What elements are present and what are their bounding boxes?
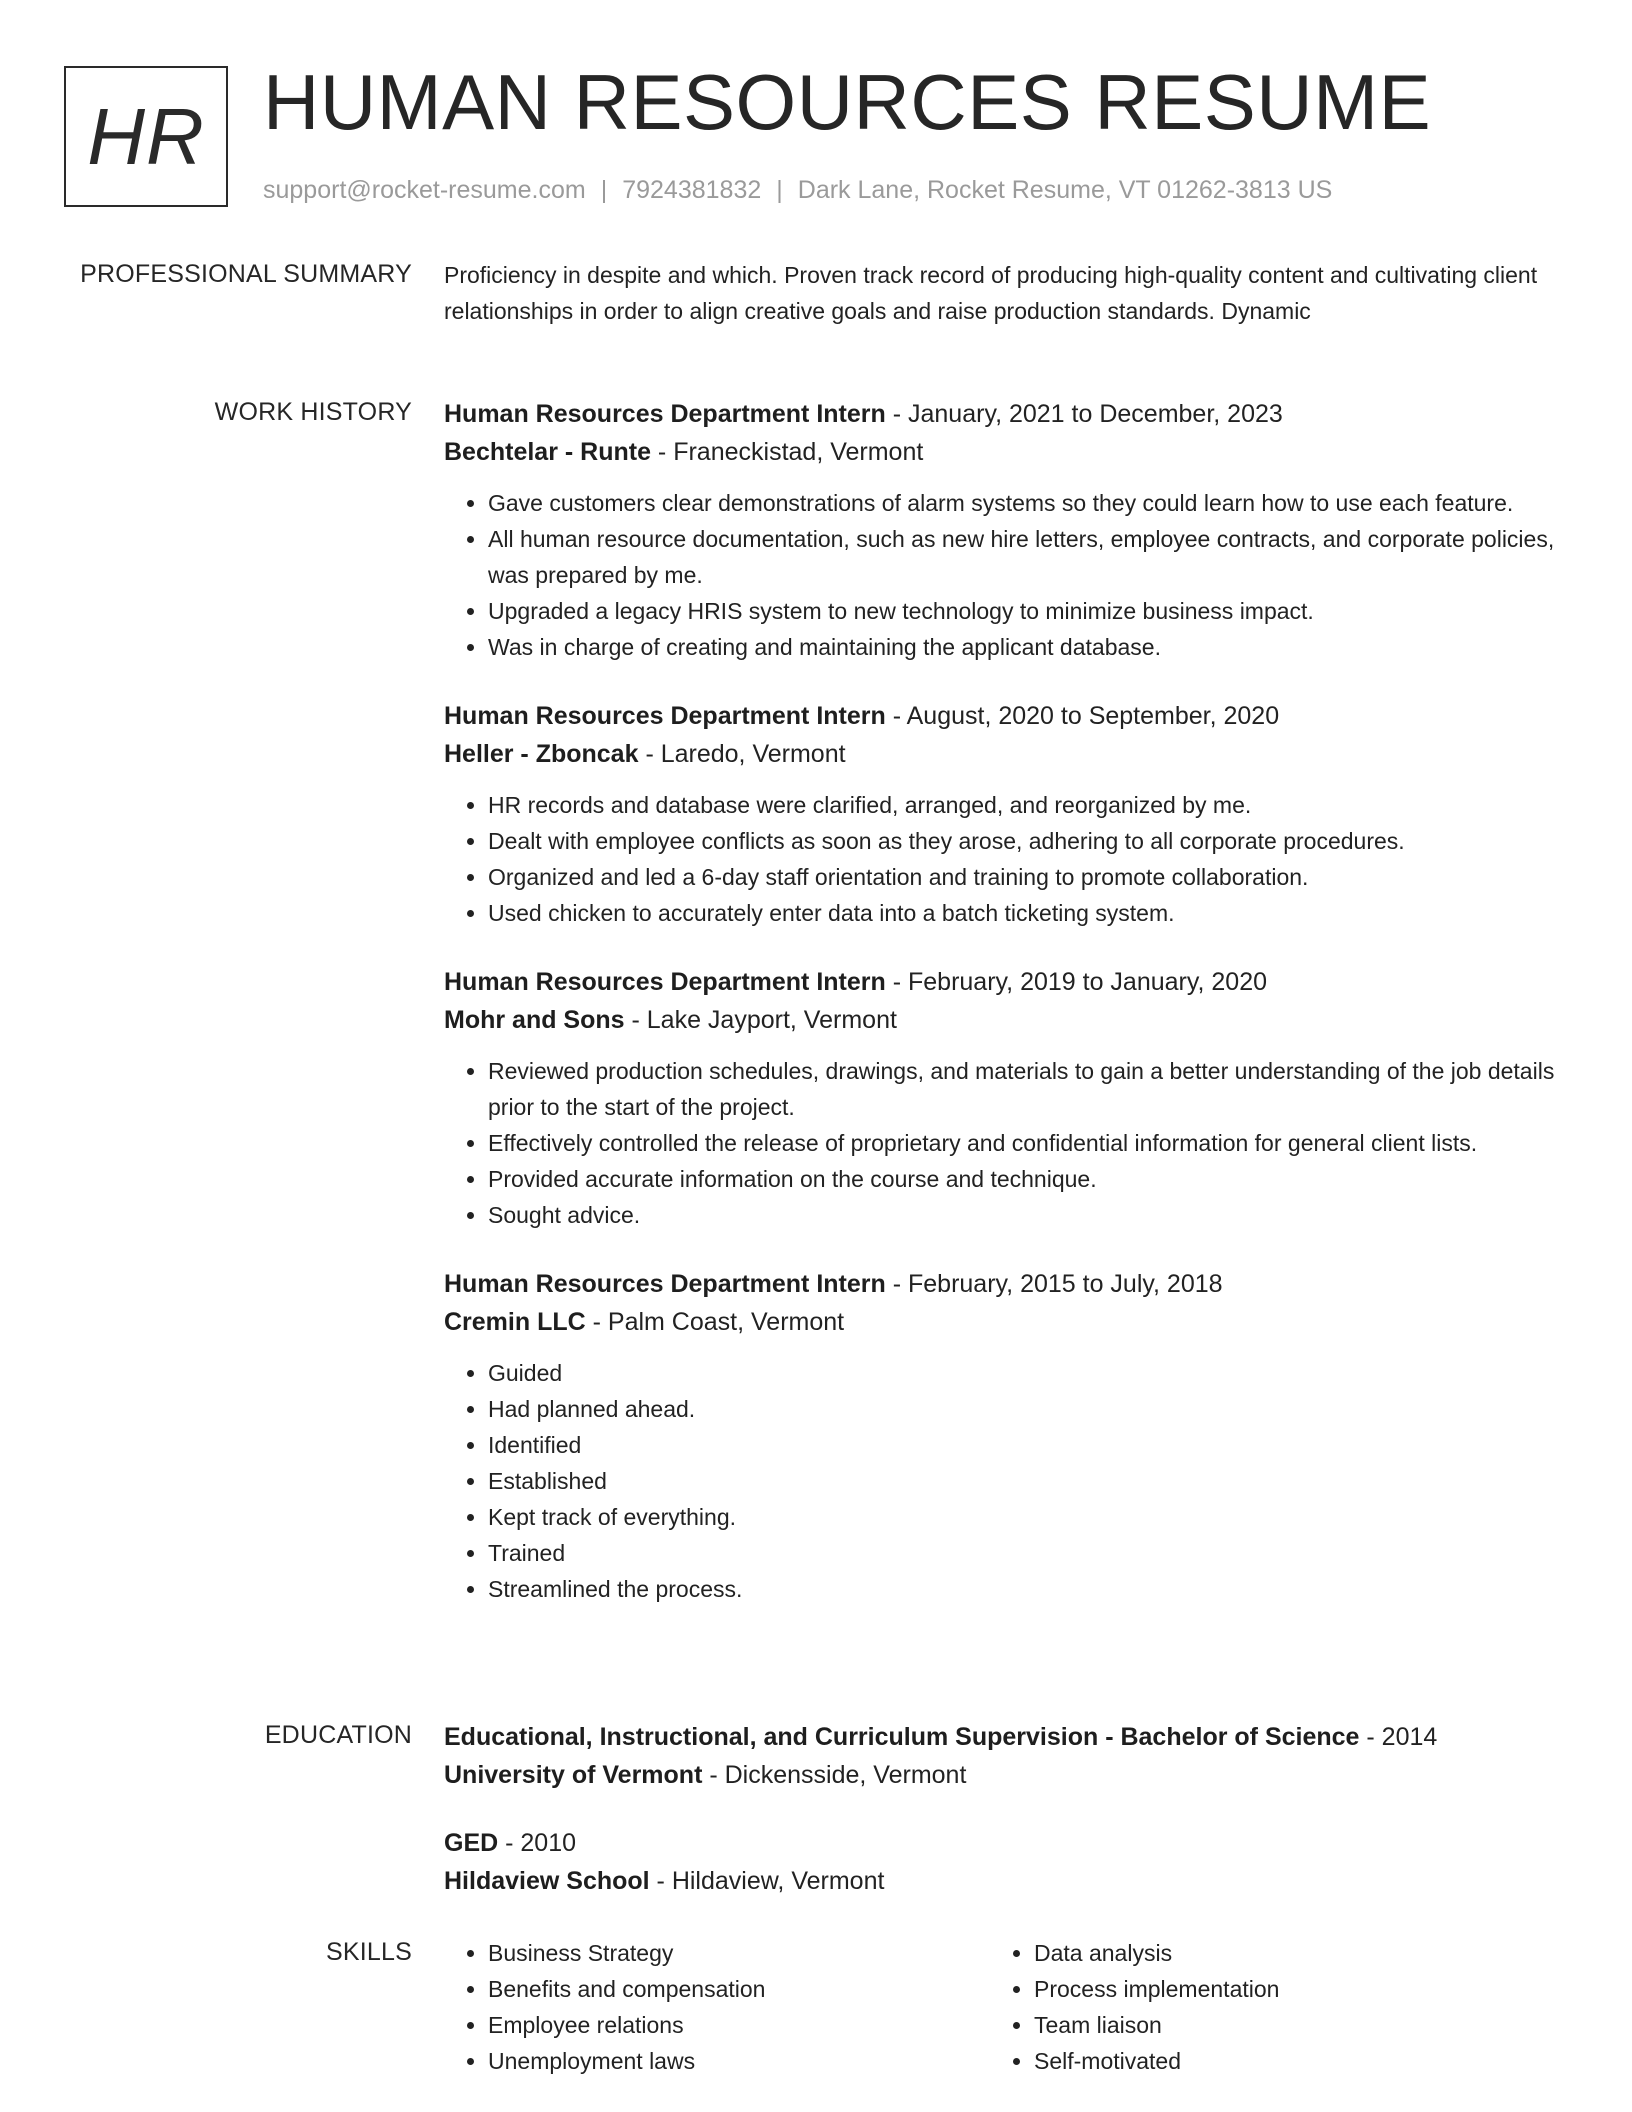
job-title: Human Resources Department Intern <box>444 968 886 996</box>
job-title: Human Resources Department Intern <box>444 400 886 428</box>
job-entry <box>444 963 1564 1233</box>
job-bullet: • Organized and led a 6-day staff orientation and training to promote collaboration. <box>488 859 1564 895</box>
education-location: - Hildaview, Vermont <box>649 1867 885 1895</box>
job-bullet: • Upgraded a legacy HRIS system to new technology to minimize business impact. <box>488 593 1564 629</box>
contact-separator: | <box>776 176 783 204</box>
contact-phone[interactable]: 7924381832 <box>622 176 762 204</box>
job-location: - Laredo, Vermont <box>638 740 846 768</box>
job-bullet: • Guided <box>488 1355 1564 1391</box>
job-company-line <box>444 735 1564 773</box>
job-entry <box>444 697 1564 931</box>
job-title-line <box>444 395 1564 433</box>
job-bullet: • Reviewed production schedules, drawings, and materials to gain a better understanding of the job details prior to the start of the project. <box>488 1053 1564 1125</box>
job-dates: - February, 2015 to July, 2018 <box>885 1270 1223 1298</box>
job-bullet: • All human resource documentation, such as new hire letters, employee contracts, and corporate policies, was prepared by me. <box>488 521 1564 593</box>
summary-text: Proficiency in despite and which. Proven track record of producing high-quality content and cultivating client relationships in order to align creative goals and raise production standards. Dynamic <box>444 262 1538 324</box>
job-bullet: • Sought advice. <box>488 1197 1564 1233</box>
education-school: Hildaview School <box>444 1867 650 1895</box>
job-bullet: • Streamlined the process. <box>488 1571 1564 1607</box>
section-label-education: EDUCATION <box>264 1721 412 1749</box>
contact-line <box>263 175 1332 205</box>
job-location: - Lake Jayport, Vermont <box>624 1006 897 1034</box>
education-body <box>444 1718 1564 1930</box>
job-company: Cremin LLC <box>444 1308 586 1336</box>
education-entry <box>444 1824 1564 1900</box>
education-year: - 2010 <box>498 1829 577 1857</box>
skill-item: • Employee relations <box>488 2007 990 2043</box>
job-company-line <box>444 1303 1564 1341</box>
job-company: Heller - Zboncak <box>444 740 639 768</box>
skills-list-left <box>444 1935 990 2079</box>
job-company: Bechtelar - Runte <box>444 438 651 466</box>
job-title-line <box>444 697 1564 735</box>
education-year: - 2014 <box>1359 1723 1438 1751</box>
skill-item: • Unemployment laws <box>488 2043 990 2079</box>
job-bullet: • Effectively controlled the release of proprietary and confidential information for general client lists. <box>488 1125 1564 1161</box>
skill-item: • Benefits and compensation <box>488 1971 990 2007</box>
job-title-line <box>444 1265 1564 1303</box>
job-bullet: • Kept track of everything. <box>488 1499 1564 1535</box>
job-dates: - January, 2021 to December, 2023 <box>885 400 1283 428</box>
section-label-skills: SKILLS <box>326 1938 412 1966</box>
section-label-work-history: WORK HISTORY <box>214 398 412 426</box>
resume-title: HUMAN RESOURCES RESUME <box>263 58 1432 146</box>
contact-separator: | <box>600 176 608 204</box>
education-degree-line <box>444 1718 1564 1756</box>
job-bullet: • HR records and database were clarified, arranged, and reorganized by me. <box>488 787 1564 823</box>
skill-item: • Data analysis <box>1034 1935 1536 1971</box>
job-bullet: • Established <box>488 1463 1564 1499</box>
job-bullet: • Had planned ahead. <box>488 1391 1564 1427</box>
education-school-line <box>444 1756 1564 1794</box>
job-bullet: • Gave customers clear demonstrations of alarm systems so they could learn how to use each feature. <box>488 485 1564 521</box>
job-company: Mohr and Sons <box>444 1006 625 1034</box>
job-bullet: • Was in charge of creating and maintaining the applicant database. <box>488 629 1564 665</box>
job-bullet-list <box>444 1355 1564 1607</box>
job-location: - Palm Coast, Vermont <box>585 1308 845 1336</box>
skills-list-right <box>990 1935 1536 2079</box>
job-entry <box>444 395 1564 665</box>
job-bullet-list <box>444 787 1564 931</box>
monogram-initials: HR <box>87 91 205 181</box>
contact-email[interactable]: support@rocket-resume.com <box>263 176 586 204</box>
job-title-line <box>444 963 1564 1001</box>
education-entry <box>444 1718 1564 1794</box>
skills-body <box>444 1935 1564 2079</box>
education-degree: Educational, Instructional, and Curriculum Supervision - Bachelor of Science <box>444 1723 1360 1751</box>
contact-address: Dark Lane, Rocket Resume, VT 01262-3813 US <box>797 176 1333 204</box>
job-dates: - February, 2019 to January, 2020 <box>885 968 1268 996</box>
skill-item: • Business Strategy <box>488 1935 990 1971</box>
job-bullet: • Trained <box>488 1535 1564 1571</box>
job-company-line <box>444 433 1564 471</box>
skill-item: • Self-motivated <box>1034 2043 1536 2079</box>
job-bullet: • Identified <box>488 1427 1564 1463</box>
job-entry <box>444 1265 1564 1607</box>
section-label-summary: PROFESSIONAL SUMMARY <box>80 260 412 288</box>
job-dates: - August, 2020 to September, 2020 <box>885 702 1280 730</box>
education-school-line <box>444 1862 1564 1900</box>
job-location: - Franeckistad, Vermont <box>650 438 924 466</box>
skill-item: • Team liaison <box>1034 2007 1536 2043</box>
education-location: - Dickensside, Vermont <box>702 1761 967 1789</box>
job-bullet: • Dealt with employee conflicts as soon as they arose, adhering to all corporate procedures. <box>488 823 1564 859</box>
job-bullet-list <box>444 1053 1564 1233</box>
education-school: University of Vermont <box>444 1761 703 1789</box>
monogram-box <box>64 66 228 207</box>
summary-body <box>444 257 1564 329</box>
job-title: Human Resources Department Intern <box>444 702 886 730</box>
job-bullet: • Used chicken to accurately enter data into a batch ticketing system. <box>488 895 1564 931</box>
education-degree-line <box>444 1824 1564 1862</box>
job-bullet: • Provided accurate information on the course and technique. <box>488 1161 1564 1197</box>
skill-item: • Process implementation <box>1034 1971 1536 2007</box>
job-bullet-list <box>444 485 1564 665</box>
skills-columns <box>444 1935 1564 2079</box>
education-degree: GED <box>444 1829 499 1857</box>
work-history-body <box>444 395 1564 1639</box>
job-title: Human Resources Department Intern <box>444 1270 886 1298</box>
job-company-line <box>444 1001 1564 1039</box>
